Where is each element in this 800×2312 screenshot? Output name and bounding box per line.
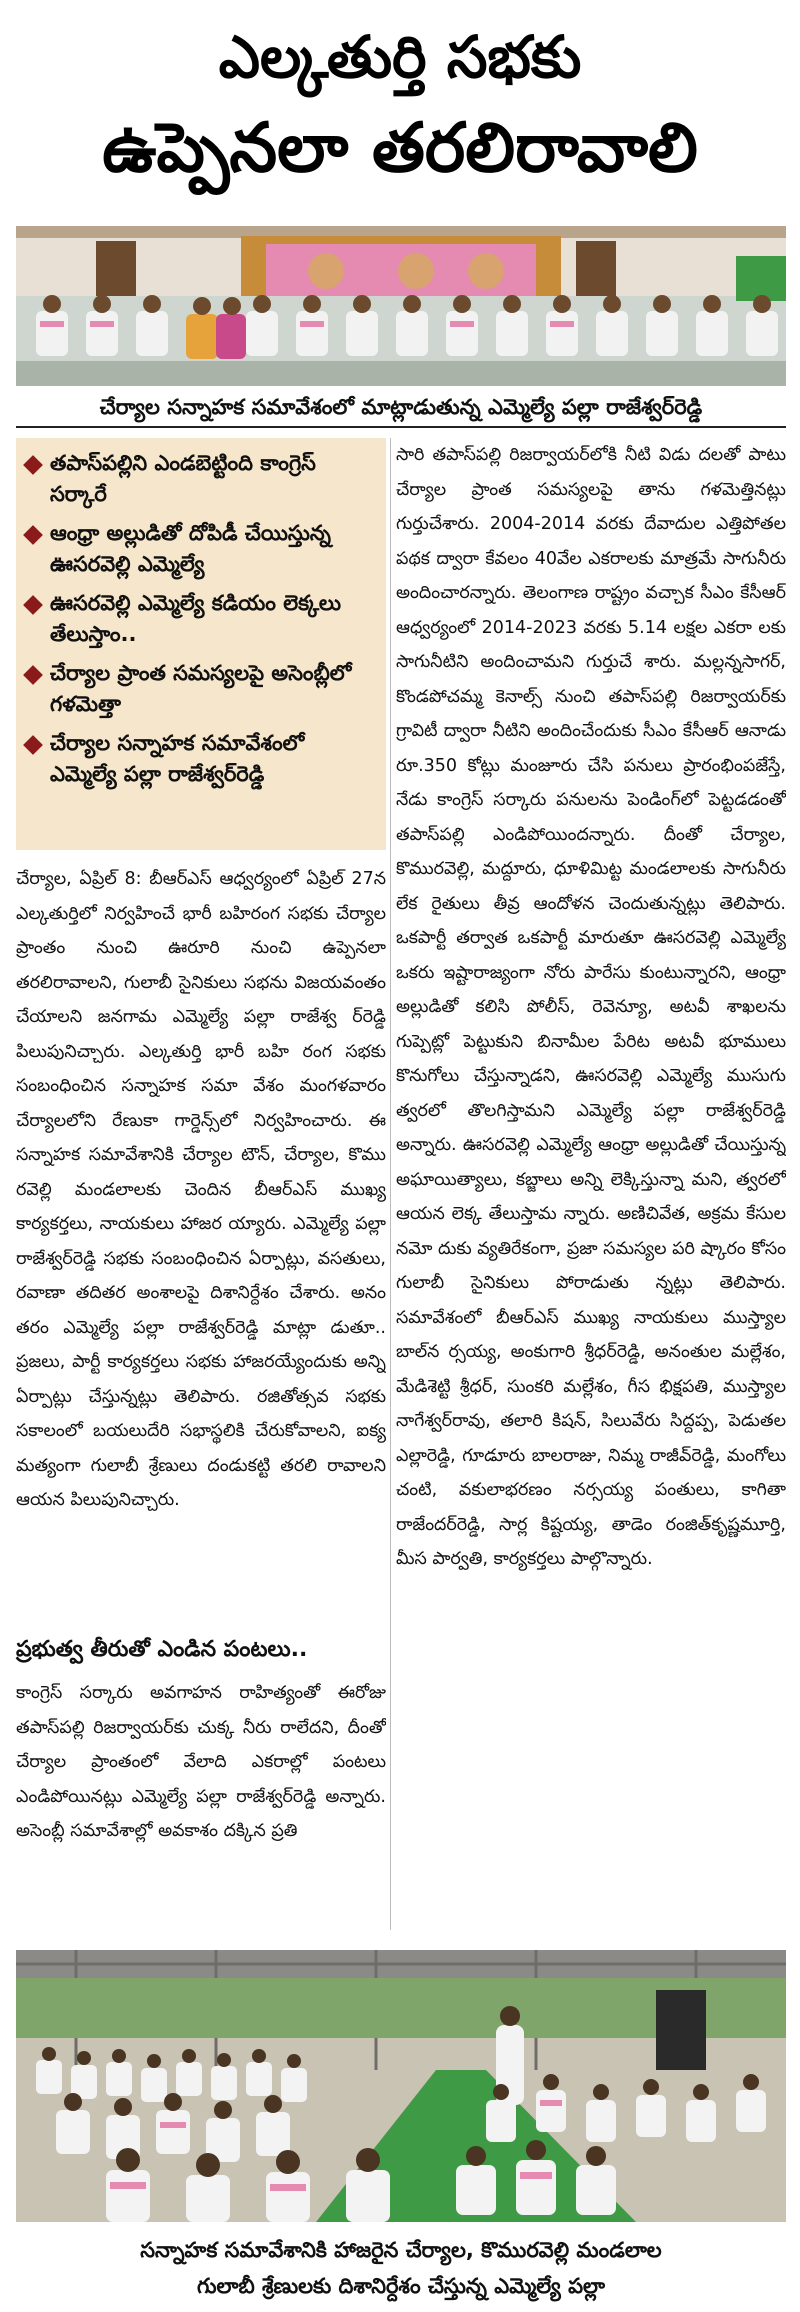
caption-divider bbox=[16, 426, 786, 428]
highlight-item bbox=[26, 448, 378, 510]
top-photo-caption: చేర్యాల సన్నాహక సమావేశంలో మాట్లాడుతున్న ఎమ్మెల్యే పల్లా రాజేశ్వర్‌రెడ్డి bbox=[99, 395, 703, 419]
highlight-text: ఊసరవెల్లి ఎమ్మెల్యే కడియం లెక్కలు తేలుస్తాం.. bbox=[50, 591, 342, 646]
diamond-bullet-icon bbox=[23, 525, 43, 545]
left-column bbox=[16, 438, 386, 1896]
headline bbox=[0, 0, 800, 210]
diamond-bullet-icon bbox=[23, 455, 43, 475]
column-divider bbox=[390, 438, 391, 1930]
highlight-item bbox=[26, 518, 378, 580]
right-column bbox=[396, 438, 786, 1928]
article-paragraph-3: సారి తపాస్‌పల్లి రిజర్వాయర్‌లోకి నీటి విడు దలతో పాటు చేర్యాల ప్రాంత సమస్యలపై తాను గళమెత్తినట్లు గుర్తుచేశారు. 2004-2014 వరకు దేవాదుల ఎత్తిపోతల పథక ద్వారా కేవలం 40వేల ఎకరాలకు మాత్రమే సాగునీరు అందించారన్నారు. తెలంగాణ రాష్ట్రం వచ్చాక సీఎం కేసీఆర్ ఆధ్వర్యంలో 2014-2023 వరకు 5.14 లక్షల ఎకరా లకు సాగునీటిని అందించామని గుర్తుచే శారు. మల్లన్నసాగర్, కొండపోచమ్మ కెనాల్స్ నుంచి తపాస్‌పల్లి రిజర్వాయర్‌కు గ్రావిటీ ద్వారా నీటిని అందించేందుకు సీఎం కేసీఆర్ ఆనాడు రూ.350 కోట్లు మంజూరు చేసి పనులు ప్రారంభింపజేస్తే, నేడు కాంగ్రెస్ సర్కారు పనులను పెండింగ్‌లో పెట్టడడంతో తపాస్‌పల్లి ఎండిపోయిందన్నారు. దీంతో చేర్యాల, కొమురవెల్లి, మద్దూరు, ధూళిమిట్ట మండలాలకు సాగునీరు లేక రైతులు తీవ్ర ఆందోళన చెందుతున్నట్లు తెలిపారు. ఒకపార్టీ తర్వాత ఒకపార్టీ మారుతూ ఊసరవెల్లి ఎమ్మెల్యే ఒకరు ఇష్టారాజ్యంగా నోరు పారేసు కుంటున్నారని, ఆంధ్రా అల్లుడితో కలిసి పోలీస్, రెవెన్యూ, అటవీ శాఖలను గుప్పెట్లో పెట్టుకుని బినామీల పేరిట అటవీ భూములు కొనుగోలు చేస్తున్నాడని, ఊసరవెల్లి ఎమ్మెల్యే ముసుగు త్వరలో తొలగిస్తామని ఎమ్మెల్యే పల్లా రాజేశ్వర్‌రెడ్డి అన్నారు. ఊసరవెల్లి ఎమ్మెల్యే ఆంధ్రా అల్లుడితో చేయిస్తున్న అఘాయిత్యాలు, కబ్జాలు అన్ని లెక్కిస్తున్నా మని, త్వరలో ఆయన లెక్క తేలుస్తామ న్నారు. అణిచివేత, అక్రమ కేసుల నమో దుకు వ్యతిరేకంగా, ప్రజా సమస్యల పరి ష్కారం కోసం గులాబీ సైనికులు పోరాడుతు న్నట్లు తెలిపారు. సమావేశంలో బీఆర్ఎస్ ముఖ్య నాయకులు ముస్త్యాల బాల్‌న ర్సయ్య, అంకుగారి శ్రీధర్‌రెడ్డి, అనంతుల మల్లేశం, మేడిశెట్టి శ్రీధర్, సుంకరి మల్లేశం, గీస భిక్షపతి, ముస్త్యాల నాగేశ్వర్‌రావు, తలారి కిషన్, సిలువేరు సిద్దప్ప, పెడుతల ఎల్లారెడ్డి, గూడూరు బాలరాజు, నిమ్మ రాజీవ్‌రెడ్డి, మంగోలు చంటి, వకులాభరణం నర్సయ్య పంతులు, కాగితా రాజేందర్‌రెడ్డి, సార్ల కిష్టయ్య, తాడెం రంజిత్‌కృష్ణమూర్తి, మీస పార్వతి, కార్యకర్తలు పాల్గొన్నారు. bbox=[396, 445, 786, 1569]
meeting-stage-photo bbox=[16, 226, 786, 386]
diamond-bullet-icon bbox=[23, 735, 43, 755]
audience-photo bbox=[16, 1950, 786, 2222]
highlight-text: చేర్యాల సన్నాహక సమావేశంలో ఎమ్మెల్యే పల్లా రాజేశ్వర్‌రెడ్డి bbox=[50, 731, 305, 786]
highlights-box bbox=[16, 438, 386, 850]
highlight-item bbox=[26, 728, 378, 790]
bottom-caption-line-2: గులాబీ శ్రేణులకు దిశానిర్దేశం చేస్తున్న ఎమ్మెల్యే పల్లా bbox=[196, 2274, 606, 2298]
highlight-text: తపాస్‌పల్లిని ఎండబెట్టింది కాంగ్రెస్ సర్కారే bbox=[50, 451, 316, 506]
bottom-photo-caption bbox=[16, 2232, 786, 2304]
diamond-bullet-icon bbox=[23, 595, 43, 615]
highlight-item bbox=[26, 588, 378, 650]
article-paragraph-1: చేర్యాల, ఏప్రిల్ 8: బీఆర్ఎస్ ఆధ్వర్యంలో ఏప్రిల్ 27న ఎల్కతుర్తిలో నిర్వహించే భారీ బహిరంగ సభకు చేర్యాల ప్రాంతం నుంచి ఊరూరి నుంచి ఉప్పెనలా తరలిరావాలని, గులాబీ సైనికులు సభను విజయవంతం చేయాలని జనగామ ఎమ్మెల్యే పల్లా రాజేశ్వ ర్‌రెడ్డి పిలుపునిచ్చారు. ఎల్కతుర్తి భారీ బహి రంగ సభకు సంబంధించిన సన్నాహక సమా వేశం మంగళవారం చేర్యాలలోని రేణుకా గార్డెన్స్‌లో నిర్వహించారు. ఈ సన్నాహక సమావేశానికి చేర్యాల టౌన్, చేర్యాల, కొము రవెల్లి మండలాలకు చెందిన బీఆర్ఎస్ ముఖ్య కార్యకర్తలు, నాయకులు హాజర య్యారు. ఎమ్మెల్యే పల్లా రాజేశ్వర్‌రెడ్డి సభకు సంబంధించిన ఏర్పాట్లు, వసతులు, రవాణా తదితర అంశాలపై దిశానిర్దేశం చేశారు. అనం తరం ఎమ్మెల్యే పల్లా రాజేశ్వర్‌రెడ్డి మాట్లా డుతూ.. ప్రజలు, పార్టీ కార్యకర్తలు సభకు హాజరయ్యేందుకు అన్ని ఏర్పాట్లు చేస్తున్నట్లు తెలిపారు. రజితోత్సవ సభకు సకాలంలో బయలుదేరి సభాస్థలికి చేరుకోవాలని, ఐక్య మత్యంగా గులాబీ శ్రేణులు దండుకట్టి తరలి రావాలని ఆయన పిలుపునిచ్చారు. bbox=[16, 869, 386, 1510]
diamond-bullet-icon bbox=[23, 665, 43, 685]
bottom-caption-line-1: సన్నాహక సమావేశానికి హాజరైన చేర్యాల, కొమురవెల్లి మండలాల bbox=[140, 2238, 662, 2262]
highlight-text: ఆంధ్రా అల్లుడితో దోపిడీ చేయిస్తున్న ఊసరవెల్లి ఎమ్మెల్యే bbox=[50, 521, 331, 576]
highlight-text: చేర్యాల ప్రాంత సమస్యలపై అసెంబ్లీలో గళమెత్తా bbox=[50, 661, 352, 716]
headline-line-1: ఎల్కతుర్తి సభకు bbox=[218, 23, 582, 91]
article-paragraph-2: కాంగ్రెస్ సర్కారు అవగాహన రాహిత్యంతో ఈరోజు తపాస్‌పల్లి రిజర్వాయర్‌కు చుక్క నీరు రాలేదని, దీంతో చేర్యాల ప్రాంతంలో వేలాది ఎకరాల్లో పంటలు ఎండిపోయినట్లు ఎమ్మెల్యే పల్లా రాజేశ్వర్‌రెడ్డి అన్నారు. అసెంబ్లీ సమావేశాల్లో అవకాశం దక్కిన ప్రతి bbox=[16, 1683, 386, 1841]
meeting-stage-illustration bbox=[16, 226, 786, 386]
audience-illustration bbox=[16, 1950, 786, 2222]
headline-line-2: ఉప్పెనలా తరలిరావాలి bbox=[102, 109, 698, 188]
highlight-item bbox=[26, 658, 378, 720]
article-subheading: ప్రభుత్వ తీరుతో ఎండిన పంటలు.. bbox=[16, 1637, 308, 1662]
